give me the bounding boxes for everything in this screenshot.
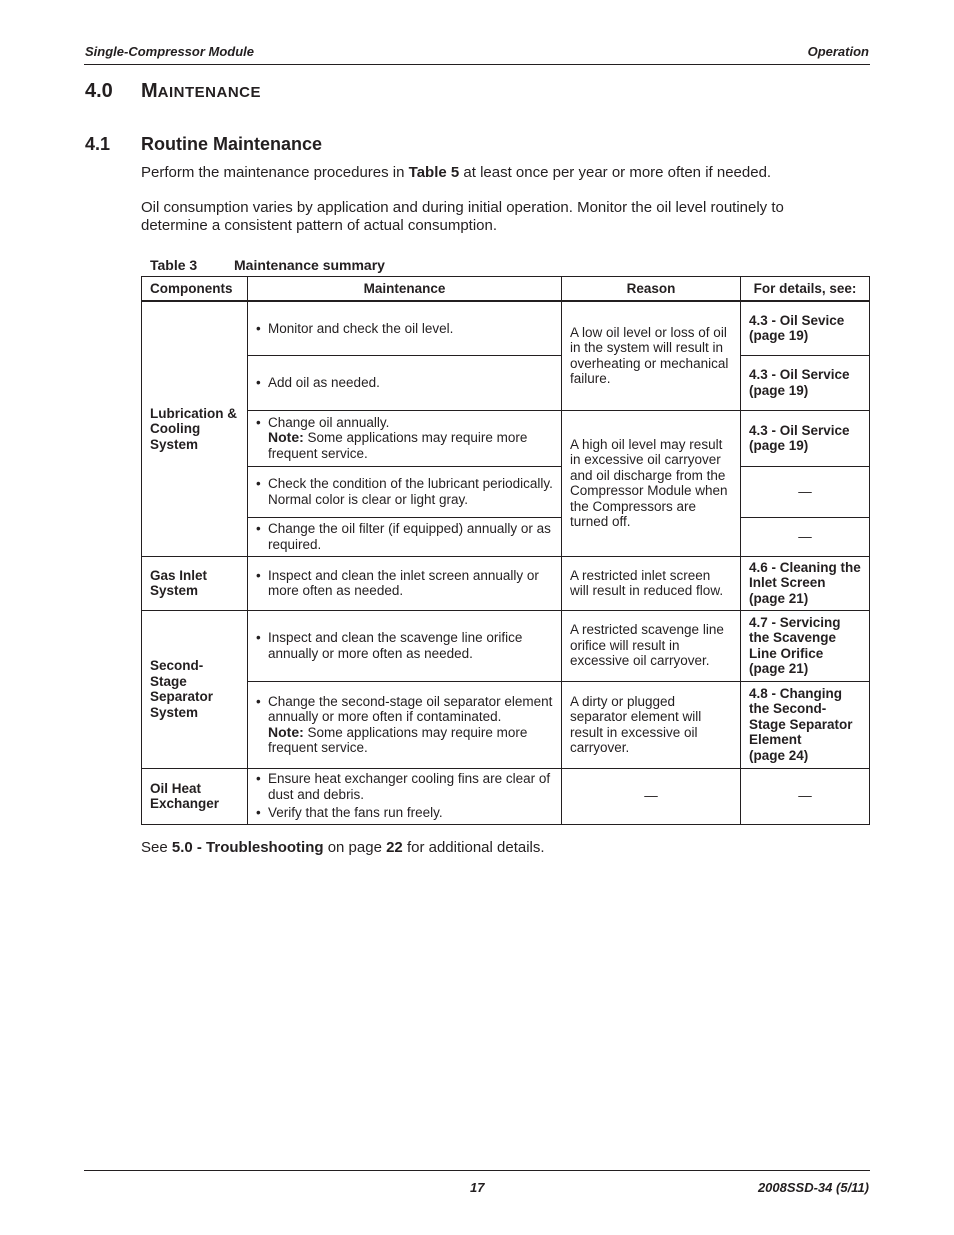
table-caption: [150, 257, 385, 273]
subsection-title: Routine Maintenance: [141, 134, 323, 154]
reason-cell: A high oil level may result in excessive oil carryover and oil discharge from the Compressor Module when the Compressors are turned off.: [562, 410, 741, 556]
details-cell: —: [741, 517, 870, 556]
document-id: 2008SSD-34 (5/11): [757, 1180, 869, 1195]
maintenance-cell: • Monitor and check the oil level.: [248, 301, 562, 355]
header-rule: [84, 64, 870, 65]
details-cell: 4.3 - Oil Service (page 19): [741, 355, 870, 410]
column-header-details: For details, see:: [741, 277, 870, 302]
reason-cell: A dirty or plugged separator element will result in excessive oil carryover.: [562, 681, 741, 768]
table-row: [142, 466, 870, 517]
maintenance-cell: • Inspect and clean the inlet screen annually or more often as needed.: [248, 556, 562, 610]
footer-rule: [84, 1170, 870, 1171]
details-cell: —: [741, 768, 870, 824]
maintenance-cell: • Ensure heat exchanger cooling fins are clear of dust and debris. • Verify that the fans run freely.: [248, 768, 562, 824]
section-title-initial: M: [141, 80, 158, 102]
intro-paragraph-2: Oil consumption varies by application and during initial operation. Monitor the oil level routinely to determine a consistent pattern of actual consumption.: [141, 199, 784, 234]
details-cell: 4.6 - Cleaning the Inlet Screen (page 21): [741, 556, 870, 610]
table-row: [142, 556, 870, 610]
table-title: Maintenance summary: [234, 257, 385, 273]
troubleshooting-reference: 5.0 - Troubleshooting: [171, 839, 324, 856]
details-cell: 4.8 - Changing the Second-Stage Separator Element (page 24): [741, 681, 870, 768]
subsection-heading: [85, 134, 322, 155]
intro-paragraph-1: Perform the maintenance procedures in Table 5 at least once per year or more often if needed.: [141, 164, 772, 181]
maintenance-cell: • Check the condition of the lubricant periodically. Normal color is clear or light gray.: [248, 466, 562, 517]
component-cell: Oil Heat Exchanger: [142, 768, 248, 824]
details-cell: 4.3 - Oil Service (page 19): [741, 410, 870, 466]
maintenance-cell: • Change the oil filter (if equipped) annually or as required.: [248, 517, 562, 556]
table-reference: Table 5: [408, 164, 460, 181]
table-row: [142, 517, 870, 556]
reason-cell: A restricted scavenge line orifice will result in excessive oil carryover.: [562, 610, 741, 681]
table-row: [142, 610, 870, 681]
maintenance-cell: • Change the second-stage oil separator element annually or more often if contaminated. Note: Some applications may require more frequent service.: [248, 681, 562, 768]
table-row: [142, 681, 870, 768]
subsection-number: 4.1: [85, 134, 111, 154]
details-cell: 4.7 - Servicing the Scavenge Line Orifice (page 21): [741, 610, 870, 681]
maintenance-summary-table: [141, 276, 870, 825]
section-number: 4.0: [85, 80, 113, 102]
page-number: 17: [470, 1180, 485, 1195]
component-cell: Second-Stage Separator System: [142, 610, 248, 768]
table-label: Table 3: [150, 257, 198, 273]
section-title-rest: AINTENANCE: [157, 84, 262, 101]
table-header-row: [142, 277, 870, 302]
component-cell: Gas Inlet System: [142, 556, 248, 610]
table-row: [142, 301, 870, 355]
note: Note: Some applications may require more frequent service.: [268, 429, 528, 461]
maintenance-cell: • Inspect and clean the scavenge line orifice annually or more often as needed.: [248, 610, 562, 681]
column-header-components: Components: [142, 277, 248, 302]
details-cell: 4.3 - Oil Sevice (page 19): [741, 301, 870, 355]
reason-cell: A restricted inlet screen will result in reduced flow.: [562, 556, 741, 610]
table-row: [142, 355, 870, 410]
note: Note: Some applications may require more frequent service.: [268, 723, 528, 755]
see-also-paragraph: See 5.0 - Troubleshooting on page 22 for additional details.: [141, 839, 545, 856]
table-row: [142, 410, 870, 466]
reason-cell: —: [562, 768, 741, 824]
column-header-maintenance: Maintenance: [248, 277, 562, 302]
reason-cell: A low oil level or loss of oil in the system will result in overheating or mechanical failure.: [562, 301, 741, 410]
running-header-title: Single-Compressor Module: [85, 44, 255, 59]
column-header-reason: Reason: [562, 277, 741, 302]
component-cell: Lubrication & Cooling System: [142, 301, 248, 556]
table-row: [142, 768, 870, 824]
maintenance-cell: • Change oil annually. Note: Some applications may require more frequent service.: [248, 410, 562, 466]
maintenance-cell: • Add oil as needed.: [248, 355, 562, 410]
details-cell: —: [741, 466, 870, 517]
running-header-section: Operation: [807, 44, 869, 59]
section-heading: [85, 80, 261, 103]
